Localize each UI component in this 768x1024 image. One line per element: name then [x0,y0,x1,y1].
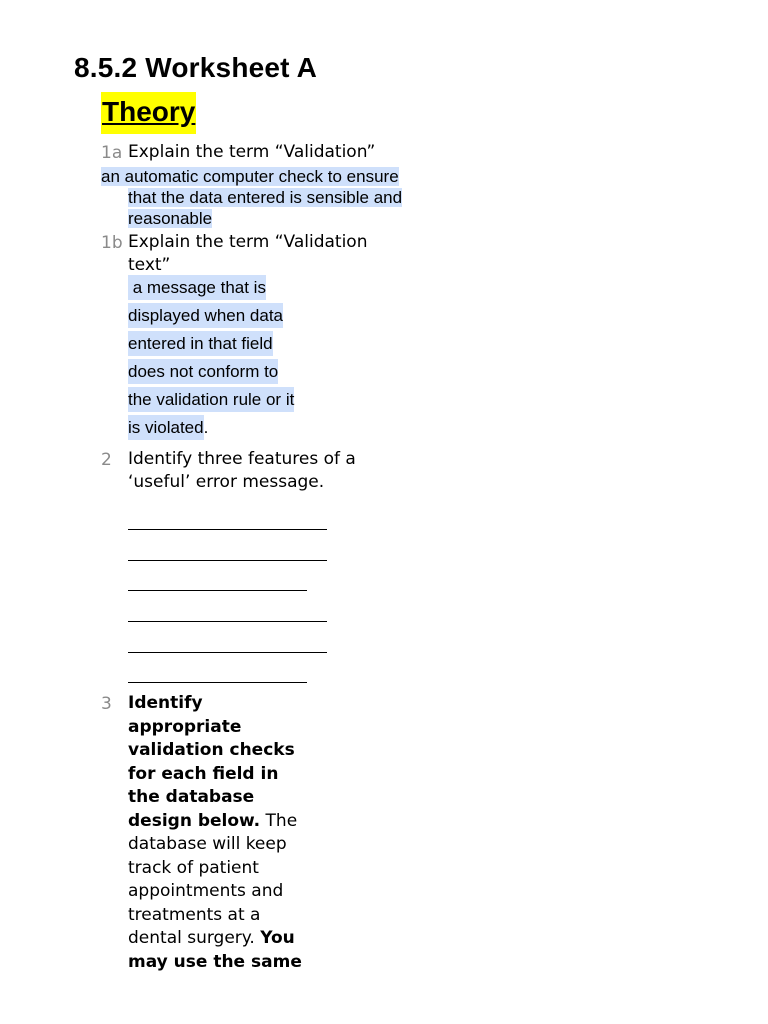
answer-1b-period: . [203,418,209,437]
answer-1b-line: does not conform to [128,359,278,384]
question-number-1a: 1a [101,143,123,163]
answer-line[interactable] [128,682,307,684]
question-1a-text: Explain the term “Validation” [128,142,376,162]
question-3-text [128,692,313,974]
answer-line[interactable] [128,621,327,623]
question-number-2: 2 [101,450,112,470]
answer-line[interactable] [128,560,327,562]
answer-line[interactable] [128,590,307,592]
question-3-normal-text: The database will keep track of patient appointments and treatments at a dental surgery. [128,810,298,948]
question-number-1b: 1b [101,233,123,253]
answer-1b-line: entered in that field [128,331,273,356]
question-3-bold-text: Identify appropriate validation checks for each field in the database design below. [128,693,295,831]
question-3-bold-tail: You may use the same [128,928,302,972]
question-number-3: 3 [101,694,112,714]
answer-line[interactable] [128,529,327,531]
page-title: 8.5.2 Worksheet A [74,52,318,83]
answer-1a-text: an automatic computer check to ensure that the data entered is sensible and reasonable [101,167,403,228]
section-heading: Theory [101,92,196,134]
answer-1b-line: a message that is [128,275,266,300]
answer-1b [128,274,294,442]
answer-line[interactable] [128,652,327,654]
answer-1b-line: is violated [128,415,204,440]
question-1b-text: Explain the term “Validation text” [128,232,368,275]
answer-1a [101,166,418,229]
answer-1b-line: displayed when data [128,303,283,328]
answer-1b-line: the validation rule or it [128,387,294,412]
question-2-text: Identify three features of a ‘useful’ error message. [128,449,356,492]
